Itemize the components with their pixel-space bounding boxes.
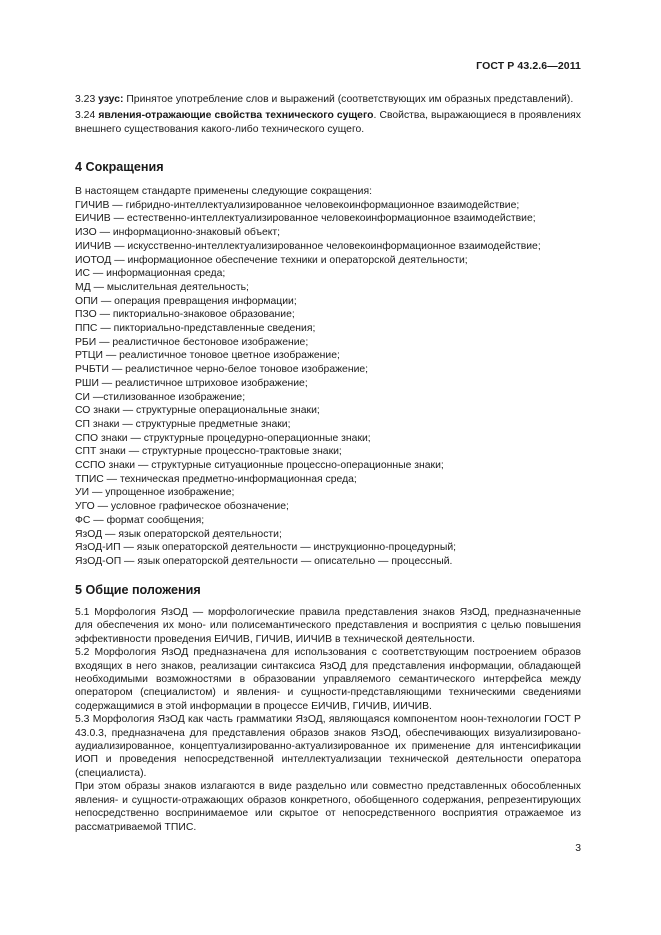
- abbreviation-item: ЯзОД-ИП — язык операторской деятельности — инструкционно-процедурный;: [75, 542, 457, 554]
- abbreviation-item: ЯзОД — язык операторской деятельности;: [75, 528, 282, 540]
- abbreviation-item: УИ — упрощенное изображение;: [75, 487, 235, 499]
- paragraph-5-2: 5.2 Морфология ЯзОД предназначена для использования с соответствующим построением образов входящих в него знаков, реализации синтаксиса ЯзОД для представления информации, обладающей необходимыми возможностями в образовании управляемого семантического интерфейса между оператором (специалистом) и явления- и сущности-представляющими техническими сведениями содержащимися в этой информации в процессе ЕИЧИВ, ГИЧИВ, ИИЧИВ.: [75, 647, 581, 712]
- section-5-body: [75, 606, 581, 834]
- abbreviations-intro: В настоящем стандарте применены следующие сокращения:: [75, 186, 372, 197]
- abbreviation-item: ФС — формат сообщения;: [75, 514, 205, 526]
- paragraph-5-3: 5.3 Морфология ЯзОД как часть грамматики ЯзОД, являющаяся компонентом ноон-технологии ГОСТ Р 43.0.3, предназначена для представления образов знаков ЯзОД, обеспечивающих визуализировано-аудиализированное, концептуализированно-актуализированное их применение для интенсификации ИОП и проведения непосредственной интеллектуализации технической деятельности оператора (специалиста).: [75, 714, 581, 779]
- paragraph-note: При этом образы знаков излагаются в виде раздельно или совместно представленных обособленных явления- и сущности-отражающих образов конкретного, обобщенного содержания, репрезентирующих непосредственно воспринимаемое или скрытое от непосредственного восприятия отражаемое из рассматриваемой ТПИС.: [75, 781, 581, 833]
- abbreviation-item: ИС — информационная среда;: [75, 268, 226, 280]
- abbreviation-item: ЯзОД-ОП — язык операторской деятельности — описательно — процессный.: [75, 555, 453, 567]
- section-4-heading: 4 Сокращения: [75, 160, 164, 174]
- abbreviation-item: ОПИ — операция превращения информации;: [75, 295, 297, 307]
- abbreviation-item: РШИ — реалистичное штриховое изображение;: [75, 377, 308, 389]
- abbreviation-item: ИИЧИВ — искусственно-интеллектуализированное человекоинформационное взаимодействие;: [75, 240, 541, 252]
- section-5-heading: 5 Общие положения: [75, 583, 201, 597]
- abbreviation-item: ССПО знаки — структурные ситуационные процессно-операционные знаки;: [75, 460, 444, 472]
- abbreviation-item: ЕИЧИВ — естественно-интеллектуализированное человекоинформационное взаимодействие;: [75, 213, 536, 225]
- definition-3-23: 3.23 узус: Принятое употребление слов и выражений (соответствующих им образных представлений).: [75, 94, 574, 105]
- abbreviation-item: ИОТОД — информационное обеспечение техники и операторской деятельности;: [75, 254, 468, 266]
- paragraph-5-1: 5.1 Морфология ЯзОД — морфологические правила представления знаков ЯзОД, предназначенные для обеспечения их моно- или полисемантического представления и восприятия с целью повышения эффективности проведения ЕИЧИВ, ГИЧИВ, ИИЧИВ в технической деятельности.: [75, 607, 581, 645]
- abbreviation-item: ГИЧИВ — гибридно-интеллектуализированное человекоинформационное взаимодействие;: [75, 199, 520, 211]
- abbreviation-item: УГО — условное графическое обозначение;: [75, 501, 289, 513]
- definitions-block: [75, 93, 581, 136]
- definition-3-24: 3.24 явления-отражающие свойства технического сущего. Свойства, выражающиеся в проявлениях внешнего существования какого-либо технического сущего.: [75, 110, 582, 135]
- abbreviations-list: [75, 185, 581, 569]
- abbreviation-item: СО знаки — структурные операциональные знаки;: [75, 405, 320, 417]
- abbreviation-item: МД — мыслительная деятельность;: [75, 281, 249, 293]
- abbreviation-item: СПО знаки — структурные процедурно-операционные знаки;: [75, 432, 371, 444]
- abbreviation-item: РБИ — реалистичное бестоновое изображение;: [75, 336, 309, 348]
- definition-text: . Свойства, выражающиеся в проявлениях внешнего существования какого-либо технического сущего.: [75, 110, 582, 135]
- page-number: 3: [575, 843, 581, 854]
- abbreviation-item: СП знаки — структурные предметные знаки;: [75, 418, 291, 430]
- abbreviation-item: РЧБТИ — реалистичное черно-белое тоновое изображение;: [75, 364, 369, 376]
- abbreviation-item: ТПИС — техническая предметно-информационная среда;: [75, 473, 357, 485]
- definition-text: Принятое употребление слов и выражений (соответствующих им образных представлений).: [123, 94, 574, 105]
- abbreviation-item: СПТ знаки — структурные процессно-трактовые знаки;: [75, 446, 342, 458]
- abbreviation-item: ПЗО — пикториально-знаковое образование;: [75, 309, 295, 321]
- abbreviation-item: РТЦИ — реалистичное тоновое цветное изображение;: [75, 350, 340, 362]
- definition-term: явления-отражающие свойства технического сущего: [98, 110, 374, 122]
- definition-term: узус:: [98, 94, 124, 105]
- abbreviation-item: ИЗО — информационно-знаковый объект;: [75, 227, 281, 239]
- abbreviation-items: [75, 199, 581, 569]
- abbreviation-item: СИ —стилизованное изображение;: [75, 391, 246, 403]
- standard-designation: ГОСТ Р 43.2.6—2011: [476, 60, 581, 72]
- abbreviation-item: ППС — пикториально-представленные сведения;: [75, 323, 316, 335]
